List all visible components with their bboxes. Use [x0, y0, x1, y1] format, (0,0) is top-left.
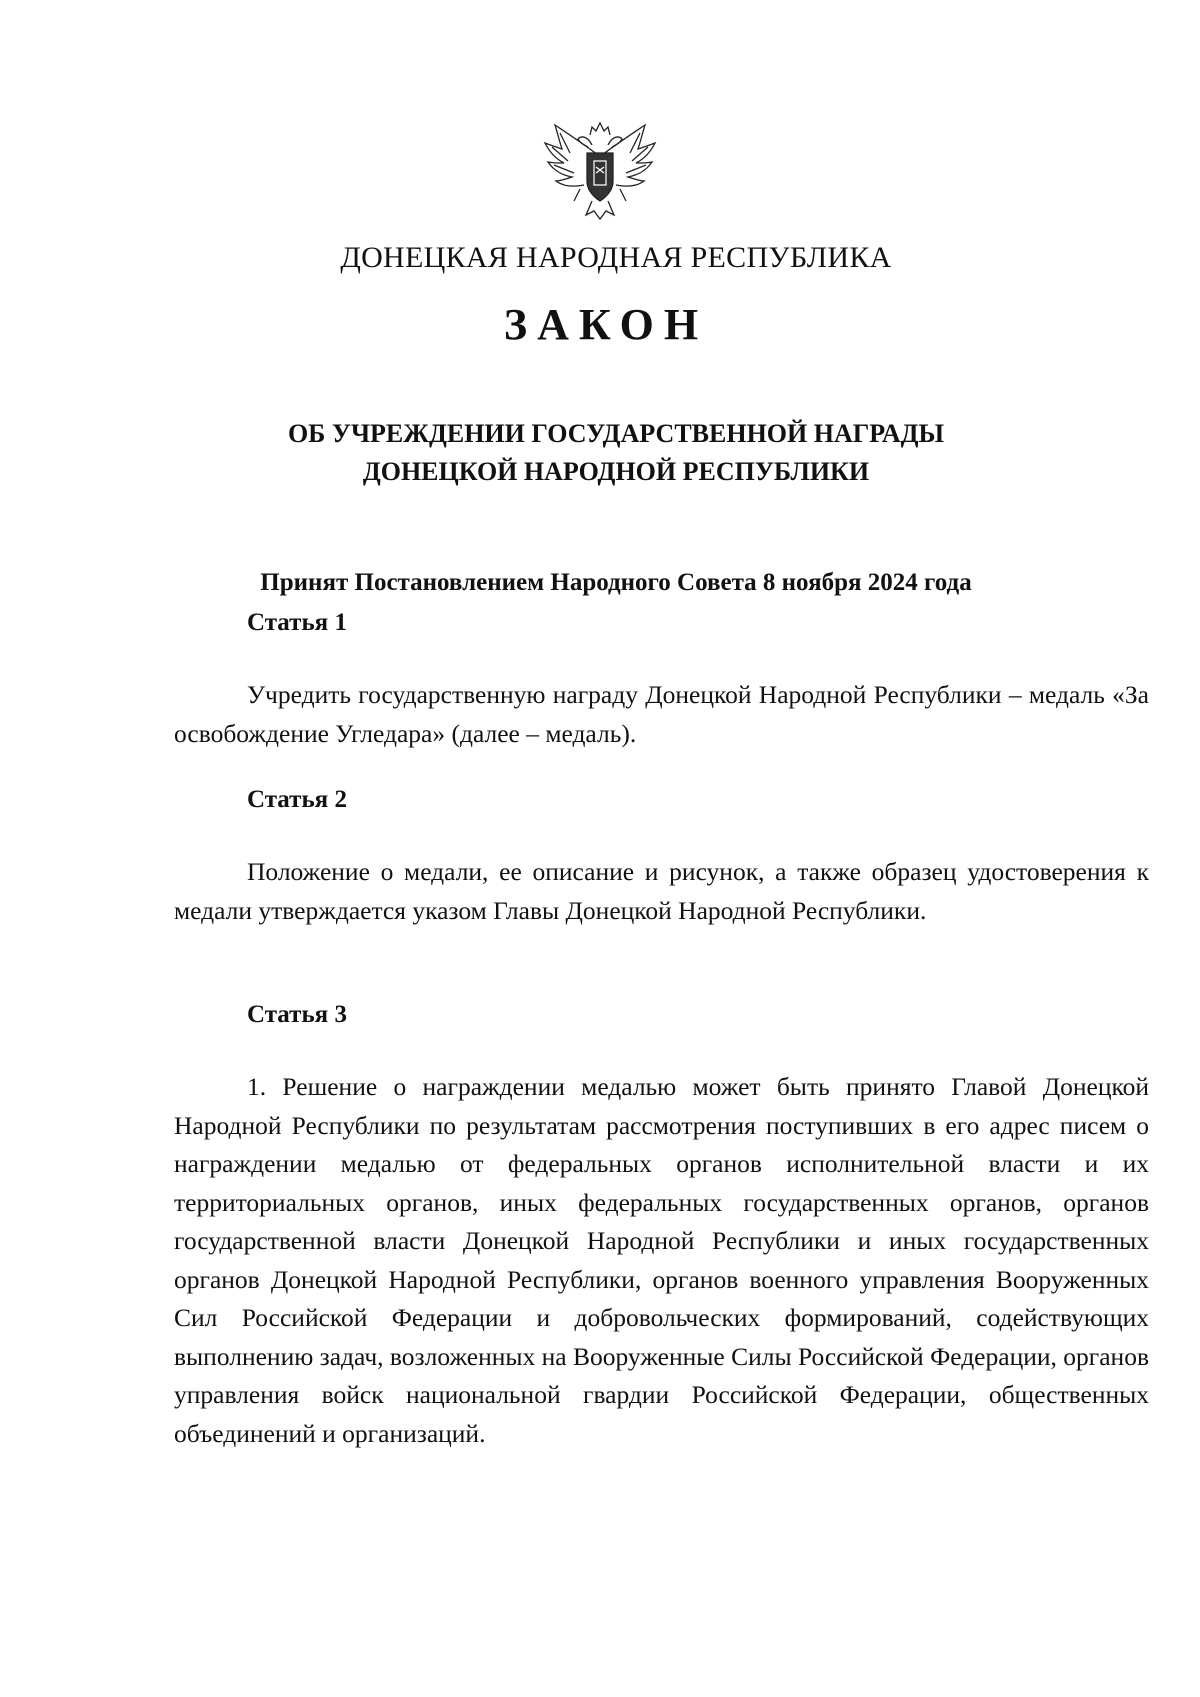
document-type: ЗАКОН [503, 300, 709, 349]
article-3-heading: Статья 3 [247, 1001, 347, 1028]
coat-of-arms-icon [540, 115, 660, 225]
adoption-note: Принят Постановлением Народного Совета 8 ноября 2024 года [260, 569, 972, 596]
law-title-line-2: ДОНЕЦКОЙ НАРОДНОЙ РЕСПУБЛИКИ [362, 457, 870, 486]
law-title [0, 415, 1200, 491]
article-1-text: Учредить государственную награду Донецкой Народной Республики – медаль «За освобождение Угледара» (далее – медаль). [174, 680, 1149, 748]
article-2-heading: Статья 2 [247, 786, 347, 813]
article-1-heading: Статья 1 [247, 609, 347, 636]
article-3-text: 1. Решение о награждении медалью может быть принято Главой Донецкой Народной Республики по результатам рассмотрения поступивших в его адрес писем о награждении медалью от федеральных органов исполнительной власти и их территориальных органов, иных федеральных государственных органов, органов государственной власти Донецкой Народной Республики и иных государственных органов Донецкой Народной Республики, органов военного управления Вооруженных Сил Российской Федерации и добровольческих формирований, содействующих выполнению задач, возложенных на Вооруженные Силы Российской Федерации, органов управления войск национальной гвардии Российской Федерации, общественных объединений и организаций. [174, 1072, 1149, 1448]
republic-name: ДОНЕЦКАЯ НАРОДНАЯ РЕСПУБЛИКА [340, 241, 892, 274]
article-2-text: Положение о медали, ее описание и рисунок, а также образец удостоверения к медали утверждается указом Главы Донецкой Народной Республики. [174, 857, 1149, 925]
law-title-line-1: ОБ УЧРЕЖДЕНИИ ГОСУДАРСТВЕННОЙ НАГРАДЫ [287, 419, 945, 448]
